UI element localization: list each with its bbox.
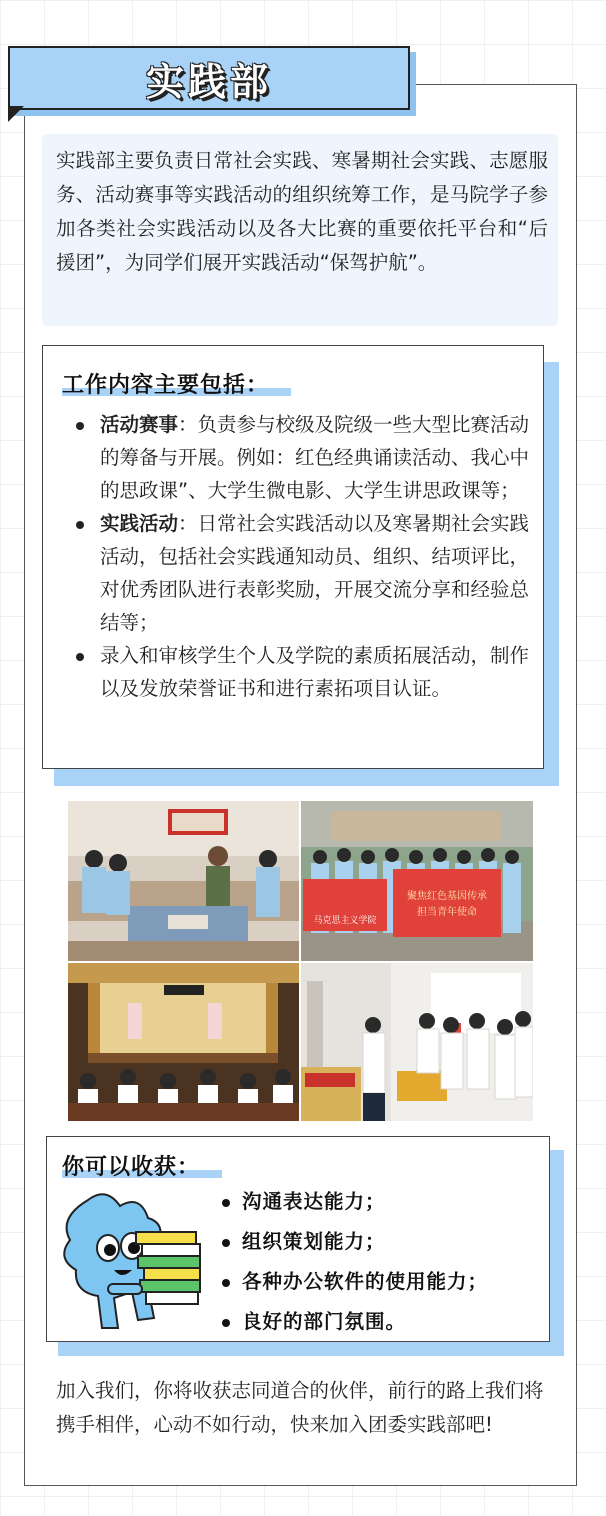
page-title: 实践部 bbox=[145, 59, 272, 104]
work-item-text: ：日常社会实践活动以及寒暑期社会实践活动，包括社会实践通知动员、组织、结项评比，对优秀团队进行表彰奖励，开展交流分享和经验总结等； bbox=[100, 512, 530, 634]
gain-section-title: 你可以收获： bbox=[62, 1150, 222, 1181]
work-item bbox=[74, 408, 534, 507]
gain-item: 组织策划能力； bbox=[220, 1222, 488, 1262]
gain-list bbox=[220, 1182, 488, 1342]
work-item bbox=[74, 639, 534, 705]
photo-indoor-visit bbox=[68, 801, 299, 961]
photo-grid bbox=[68, 801, 533, 1121]
banner-text-2a: 聚焦红色基因传承 bbox=[407, 891, 487, 902]
gain-item: 沟通表达能力； bbox=[220, 1182, 488, 1222]
mascot-illustration bbox=[48, 1188, 208, 1338]
work-item-label: 活动赛事 bbox=[100, 413, 179, 436]
work-item-text: 录入和审核学生个人及学院的素质拓展活动，制作以及发放荣誉证书和进行素拓项目认证。 bbox=[100, 644, 530, 700]
banner-text-1: 马克思主义学院 bbox=[313, 916, 377, 926]
photo-group-banners bbox=[301, 801, 533, 961]
gain-item: 各种办公软件的使用能力； bbox=[220, 1262, 488, 1302]
photo-exhibition-visit bbox=[301, 963, 533, 1121]
work-item-label: 实践活动 bbox=[100, 512, 179, 535]
photo-stage-performance bbox=[68, 963, 299, 1121]
work-section-title: 工作内容主要包括： bbox=[62, 368, 291, 399]
gain-item: 良好的部门氛围。 bbox=[220, 1302, 488, 1342]
title-banner bbox=[8, 46, 410, 110]
intro-paragraph: 实践部主要负责日常社会实践、寒暑期社会实践、志愿服务、活动赛事等实践活动的组织统筹工作，是马院学子参加各类社会实践活动以及各大比赛的重要依托平台和“后援团”，为同学们展开实践活动“保驾护航”。 bbox=[56, 149, 548, 274]
outro-paragraph: 加入我们，你将收获志同道合的伙伴，前行的路上我们将携手相伴，心动不如行动，快来加入团委实践部吧! bbox=[56, 1379, 544, 1436]
banner-text-2b: 担当青年使命 bbox=[417, 907, 477, 918]
work-item-text: ：负责参与校级及院级一些大型比赛活动的筹备与开展。例如：红色经典诵读活动、我心中的思政课”、大学生微电影、大学生讲思政课等； bbox=[100, 413, 530, 502]
work-item bbox=[74, 507, 534, 639]
work-list bbox=[74, 408, 534, 705]
